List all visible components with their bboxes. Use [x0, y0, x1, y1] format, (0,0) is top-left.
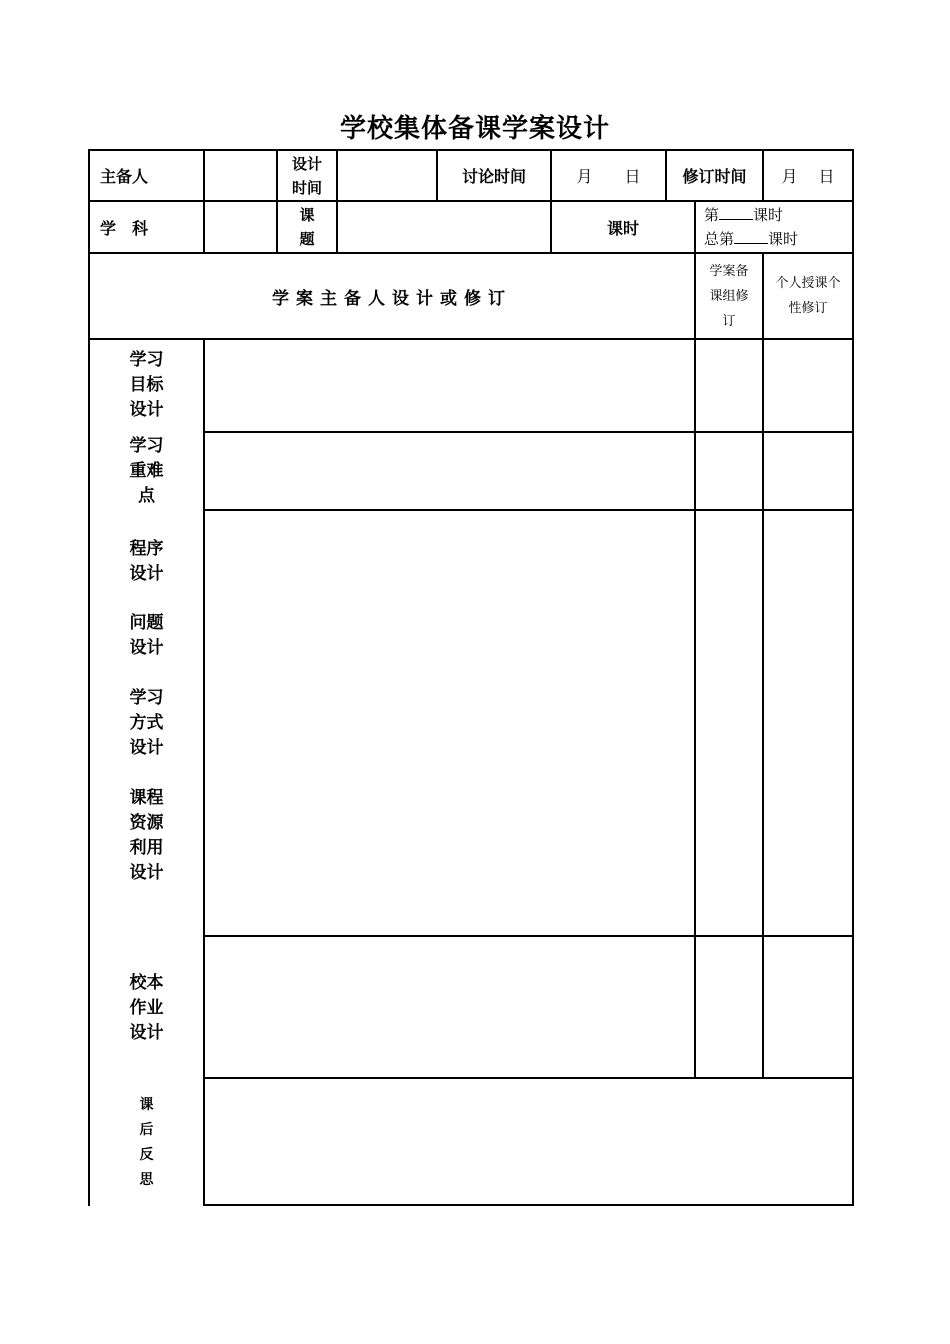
total-period-blank[interactable] [734, 229, 768, 244]
goals-group-revision-cell[interactable] [696, 340, 762, 431]
section-label-line: 课程 [129, 788, 164, 808]
key-points-group-revision-cell[interactable] [696, 433, 762, 509]
section-label-line: 学习 [129, 435, 164, 456]
key-points-main-cell[interactable] [205, 433, 694, 509]
questions-label [90, 610, 203, 662]
homework-main-cell[interactable] [205, 937, 694, 1077]
section-label-line: 学习 [129, 349, 164, 370]
section-label-line: 资源 [129, 813, 164, 833]
period-prefix: 第 [704, 206, 720, 224]
design-time-label [278, 151, 336, 200]
discussion-date-value[interactable]: 月 日 [576, 167, 641, 186]
subject-label: 学 科 [100, 218, 149, 238]
topic-value-cell[interactable] [338, 202, 550, 252]
study-mode-label [90, 684, 203, 762]
personal-revision-header [764, 254, 852, 338]
page-title: 学校集体备课学案设计 [339, 114, 610, 144]
personal-revision-line: 性修订 [788, 301, 828, 316]
group-revision-line: 课组修 [709, 288, 749, 304]
period-value-cell[interactable] [696, 202, 852, 252]
goals-main-cell[interactable] [205, 340, 694, 431]
group-revision-header [696, 254, 762, 338]
table-border-bottom [203, 1204, 854, 1206]
goals-label [90, 346, 203, 424]
total-period-suffix: 课时 [768, 230, 799, 248]
total-period-prefix: 总第 [704, 230, 735, 248]
homework-personal-revision-cell[interactable] [764, 937, 852, 1077]
section-label-line: 利用 [129, 838, 164, 858]
main-column-header: 学案主备人设计或修订 [272, 288, 512, 309]
section-label-line: 设计 [129, 564, 164, 584]
subject-value-cell[interactable] [205, 202, 276, 252]
reflection-label [90, 1092, 203, 1194]
section-label-line: 校本 [129, 972, 164, 993]
reflection-cell[interactable] [205, 1079, 852, 1204]
design-time-label-line: 时间 [291, 178, 322, 197]
revision-date-value[interactable]: 月 日 [781, 167, 835, 186]
section-label-line: 程序 [129, 539, 164, 559]
section-label-line: 反 [139, 1147, 154, 1163]
personal-revision-line: 个人授课个 [775, 276, 841, 291]
host-label: 主备人 [100, 167, 149, 186]
section-label-line: 设计 [129, 863, 164, 883]
table-border-right [852, 149, 854, 1206]
section-label-line: 设计 [129, 737, 164, 758]
resources-label [90, 785, 203, 887]
key-points-personal-revision-cell[interactable] [764, 433, 852, 509]
section-label-line: 方式 [129, 712, 164, 733]
host-value-cell[interactable] [205, 151, 276, 200]
topic-label [278, 202, 336, 252]
topic-label-line: 题 [299, 230, 315, 248]
procedure-main-cell[interactable] [205, 511, 694, 935]
section-label-line: 问题 [129, 613, 164, 633]
section-label-line: 后 [139, 1122, 154, 1138]
section-label-line: 重难 [129, 460, 164, 481]
period-line-1 [704, 203, 783, 227]
homework-label [90, 969, 203, 1047]
procedure-label [90, 536, 203, 588]
key-points-label [90, 432, 203, 510]
period-blank[interactable] [719, 205, 753, 220]
period-suffix: 课时 [753, 206, 784, 224]
section-label-line: 点 [138, 485, 155, 506]
period-label: 课时 [606, 218, 639, 238]
section-label-line: 作业 [129, 997, 164, 1018]
design-time-value-cell[interactable] [338, 151, 436, 200]
section-label-line: 设计 [129, 1022, 164, 1043]
homework-group-revision-cell[interactable] [696, 937, 762, 1077]
section-label-line: 思 [139, 1172, 154, 1188]
goals-personal-revision-cell[interactable] [764, 340, 852, 431]
section-label-line: 设计 [129, 638, 164, 658]
revision-time-label: 修订时间 [682, 167, 747, 186]
period-line-2 [704, 227, 798, 251]
section-label-line: 课 [139, 1097, 154, 1113]
group-revision-line: 订 [722, 313, 736, 329]
group-revision-line: 学案备 [709, 263, 749, 279]
procedure-personal-revision-cell[interactable] [764, 511, 852, 935]
design-time-label-line: 设计 [291, 154, 322, 173]
section-label-line: 学习 [129, 687, 164, 708]
discussion-time-label: 讨论时间 [461, 167, 526, 186]
section-label-line: 目标 [129, 374, 164, 395]
topic-label-line: 课 [299, 206, 315, 224]
procedure-group-revision-cell[interactable] [696, 511, 762, 935]
section-label-line: 设计 [129, 399, 164, 420]
